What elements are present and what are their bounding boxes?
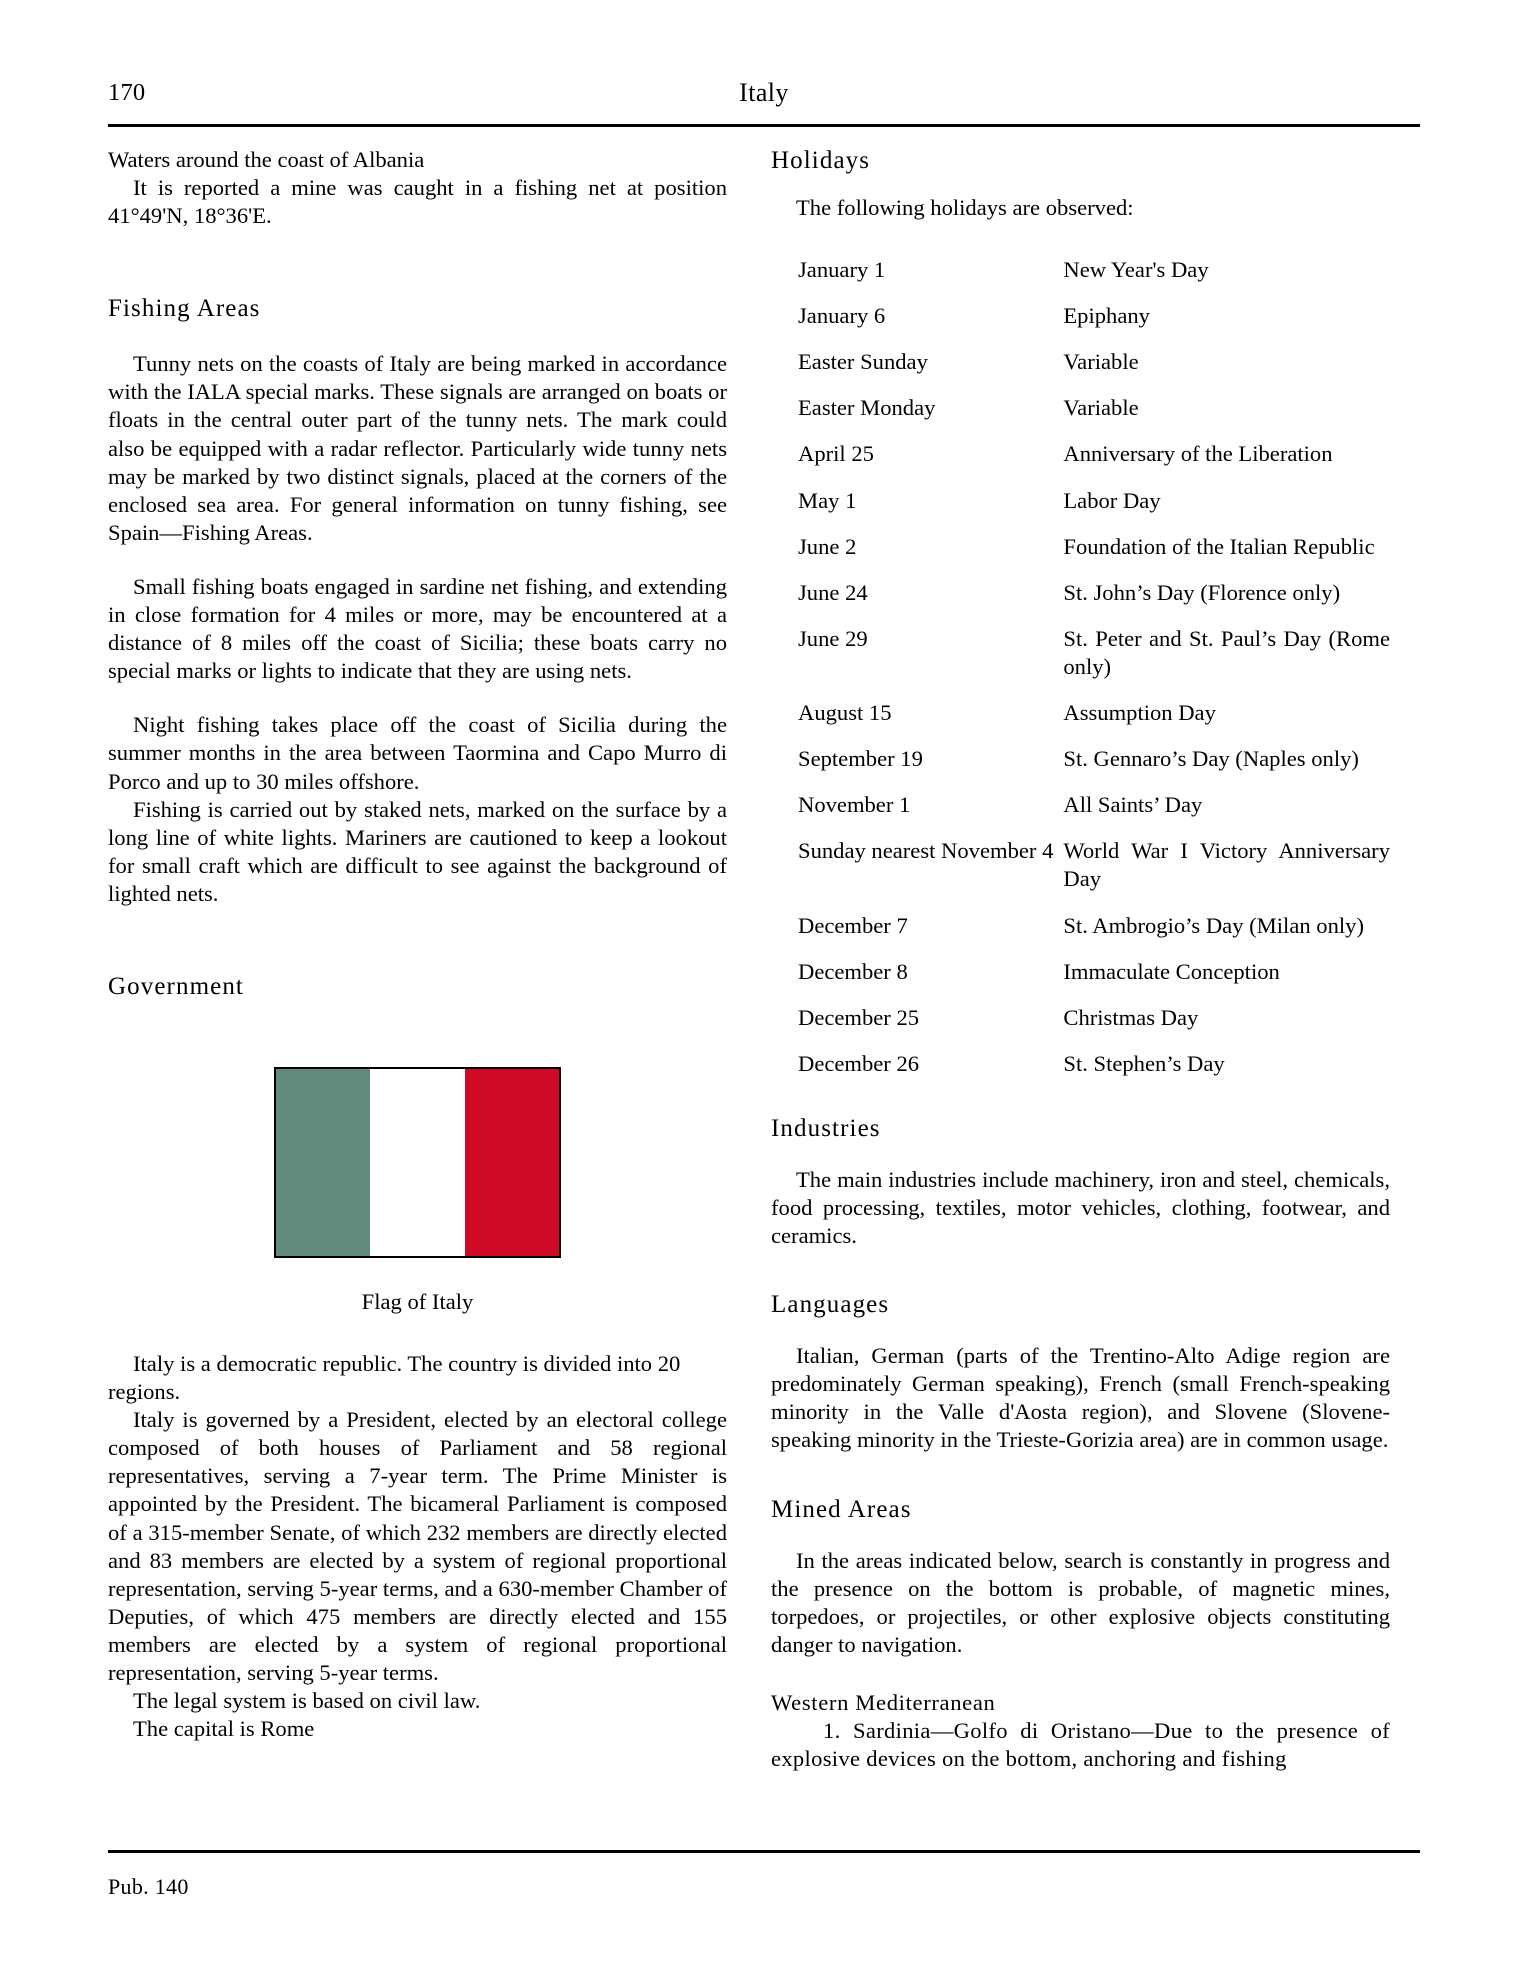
holiday-date: January 1 [798, 257, 886, 283]
heading-government: Government [108, 972, 244, 1000]
holiday-name: Epiphany [1063, 303, 1150, 329]
holiday-date: December 8 [798, 958, 908, 984]
holiday-date: September 19 [798, 746, 923, 772]
heading-mined-areas: Mined Areas [771, 1495, 912, 1523]
running-head [108, 78, 1420, 112]
table-row [798, 487, 1390, 533]
fishing-areas-paragraph-3: Night fishing takes place off the coast of Sicilia during the summer months in the area between Taormina and Capo Murro di Porco and up to 30 miles offshore. [108, 712, 727, 794]
holiday-date: December 26 [798, 1050, 920, 1076]
page-number: 170 [108, 79, 146, 106]
table-row [798, 912, 1390, 958]
languages-paragraph: Italian, German (parts of the Trentino-Alto Adige region are predominately German speaking), French (small French-speaking minority in the Valle d'Aosta region), and Slovene (Slovene-speaking minority in the Trieste-Gorizia area) are in common usage. [771, 1343, 1390, 1453]
flag-figure [108, 1056, 727, 1316]
holiday-date: December 7 [798, 912, 908, 938]
holiday-name: Foundation of the Italian Republic [1063, 533, 1375, 559]
flag-band-red [465, 1069, 559, 1256]
holiday-date: December 25 [798, 1004, 920, 1030]
table-row [798, 1050, 1390, 1096]
heading-languages: Languages [771, 1291, 890, 1319]
table-row [798, 256, 1390, 302]
heading-holidays: Holidays [771, 147, 871, 174]
fishing-areas-paragraph-4: Fishing is carried out by staked nets, marked on the surface by a long line of white lights. Mariners are cautioned to keep a lookout for small craft which are difficult to see against the background of lighted nets. [108, 796, 727, 906]
holiday-name: Assumption Day [1063, 700, 1216, 726]
flag-band-white [370, 1069, 464, 1256]
holiday-date: January 6 [798, 303, 886, 329]
table-row [798, 745, 1390, 791]
holiday-date: June 2 [798, 533, 857, 559]
industries-paragraph: The main industries include machinery, iron and steel, chemicals, food processing, textiles, motor vehicles, clothing, footwear, and ceramics. [771, 1166, 1390, 1249]
holiday-date: Easter Monday [798, 395, 936, 421]
italy-flag-image [274, 1067, 561, 1258]
fishing-areas-paragraph-1: Tunny nets on the coasts of Italy are being marked in accordance with the IALA special marks. These signals are arranged on boats or floats in the central outer part of the tunny nets. The mark could also be equipped with a radar reflector. Particularly wide tunny nets may be marked by two distinct signals, placed at the corners of the enclosed sea area. For general information on tunny fishing, see Spain—Fishing Areas. [108, 351, 727, 545]
flag-band-green [276, 1069, 370, 1256]
table-row [798, 791, 1390, 837]
table-row [798, 958, 1390, 1004]
header-rule [108, 124, 1420, 127]
albania-heading: Waters around the coast of Albania [108, 147, 425, 172]
holiday-date: June 29 [798, 625, 868, 651]
footer-rule [108, 1850, 1420, 1853]
holiday-date: August 15 [798, 700, 892, 726]
holidays-table-body [798, 256, 1390, 1096]
albania-paragraph: It is reported a mine was caught in a fishing net at position 41°49'N, 18°36'E. [108, 175, 727, 229]
government-paragraph-3: The legal system is based on civil law. [133, 1688, 481, 1714]
heading-fishing-areas: Fishing Areas [108, 295, 261, 323]
holiday-name: Variable [1063, 349, 1139, 375]
holiday-name: St. Gennaro’s Day (Naples only) [1063, 746, 1359, 772]
holiday-name: New Year's Day [1063, 257, 1209, 283]
mined-areas-paragraph: In the areas indicated below, search is constantly in progress and the presence on the bottom is probable, of magnetic mines, torpedoes, or projectiles, or other explosive objects constituting danger to navigation. [771, 1547, 1390, 1657]
holiday-name: Christmas Day [1063, 1004, 1199, 1030]
holidays-table [798, 256, 1390, 1096]
holiday-date: Sunday nearest November 4 [798, 838, 1054, 864]
fishing-areas-paragraph-2: Small fishing boats engaged in sardine net fishing, and extending in close formation for 4 miles or more, may be encountered at a distance of 8 miles off the coast of Sicilia; these boats carry no special marks or lights to indicate that they are using nets. [108, 573, 727, 684]
government-paragraph-4: The capital is Rome [133, 1716, 315, 1742]
holiday-date: November 1 [798, 792, 911, 818]
publication-footer: Pub. 140 [108, 1874, 189, 1899]
holiday-name: World War I Victory Anniversary Day [1063, 838, 1390, 892]
table-row [798, 625, 1390, 699]
government-paragraph-2: Italy is governed by a President, elected by an electoral college composed of both houses of Parliament and 58 regional representatives, serving a 7-year term. The Prime Minister is appointed by the President. The bicameral Parliament is composed of a 315-member Senate, of which 232 members are directly elected and 83 members are elected by a system of regional proportional representation, serving 5-year terms, and a 630-member Chamber of Deputies, of which 475 members are directly elected and 155 members are elected by a system of regional proportional representation, serving 5-year terms. [108, 1407, 727, 1685]
holiday-name: Immaculate Conception [1063, 958, 1280, 984]
holiday-name: St. Ambrogio’s Day (Milan only) [1063, 912, 1364, 938]
right-column [771, 146, 1390, 1773]
table-row [798, 440, 1390, 486]
holiday-name: Labor Day [1063, 487, 1161, 513]
running-title: Italy [739, 78, 789, 107]
table-row [798, 302, 1390, 348]
table-row [798, 348, 1390, 394]
table-row [798, 579, 1390, 625]
mined-areas-region-subhead: Western Mediterranean [771, 1689, 996, 1715]
table-row [798, 533, 1390, 579]
holiday-name: St. Stephen’s Day [1063, 1050, 1225, 1076]
government-paragraph-1: Italy is a democratic republic. The country is divided into 20 regions. [108, 1350, 681, 1405]
table-row [798, 699, 1390, 745]
left-column [108, 146, 727, 1743]
holiday-name: All Saints’ Day [1063, 792, 1203, 818]
table-row [798, 1004, 1390, 1050]
heading-industries: Industries [771, 1114, 881, 1142]
holiday-name: Variable [1063, 395, 1139, 421]
holiday-date: June 24 [798, 579, 868, 605]
holiday-date: Easter Sunday [798, 349, 928, 375]
table-row [798, 394, 1390, 440]
holiday-name: Anniversary of the Liberation [1063, 441, 1333, 467]
holiday-name: St. Peter and St. Paul’s Day (Rome only) [1063, 625, 1390, 679]
holiday-name: St. John’s Day (Florence only) [1063, 579, 1341, 605]
table-row [798, 837, 1390, 911]
flag-caption: Flag of Italy [361, 1288, 474, 1314]
mined-areas-item-1: 1. Sardinia—Golfo di Oristano—Due to the presence of explosive devices on the bottom, anchoring and fishing [771, 1718, 1390, 1772]
holidays-intro: The following holidays are observed: [796, 195, 1134, 220]
holiday-date: April 25 [798, 441, 874, 467]
holiday-date: May 1 [798, 487, 857, 513]
